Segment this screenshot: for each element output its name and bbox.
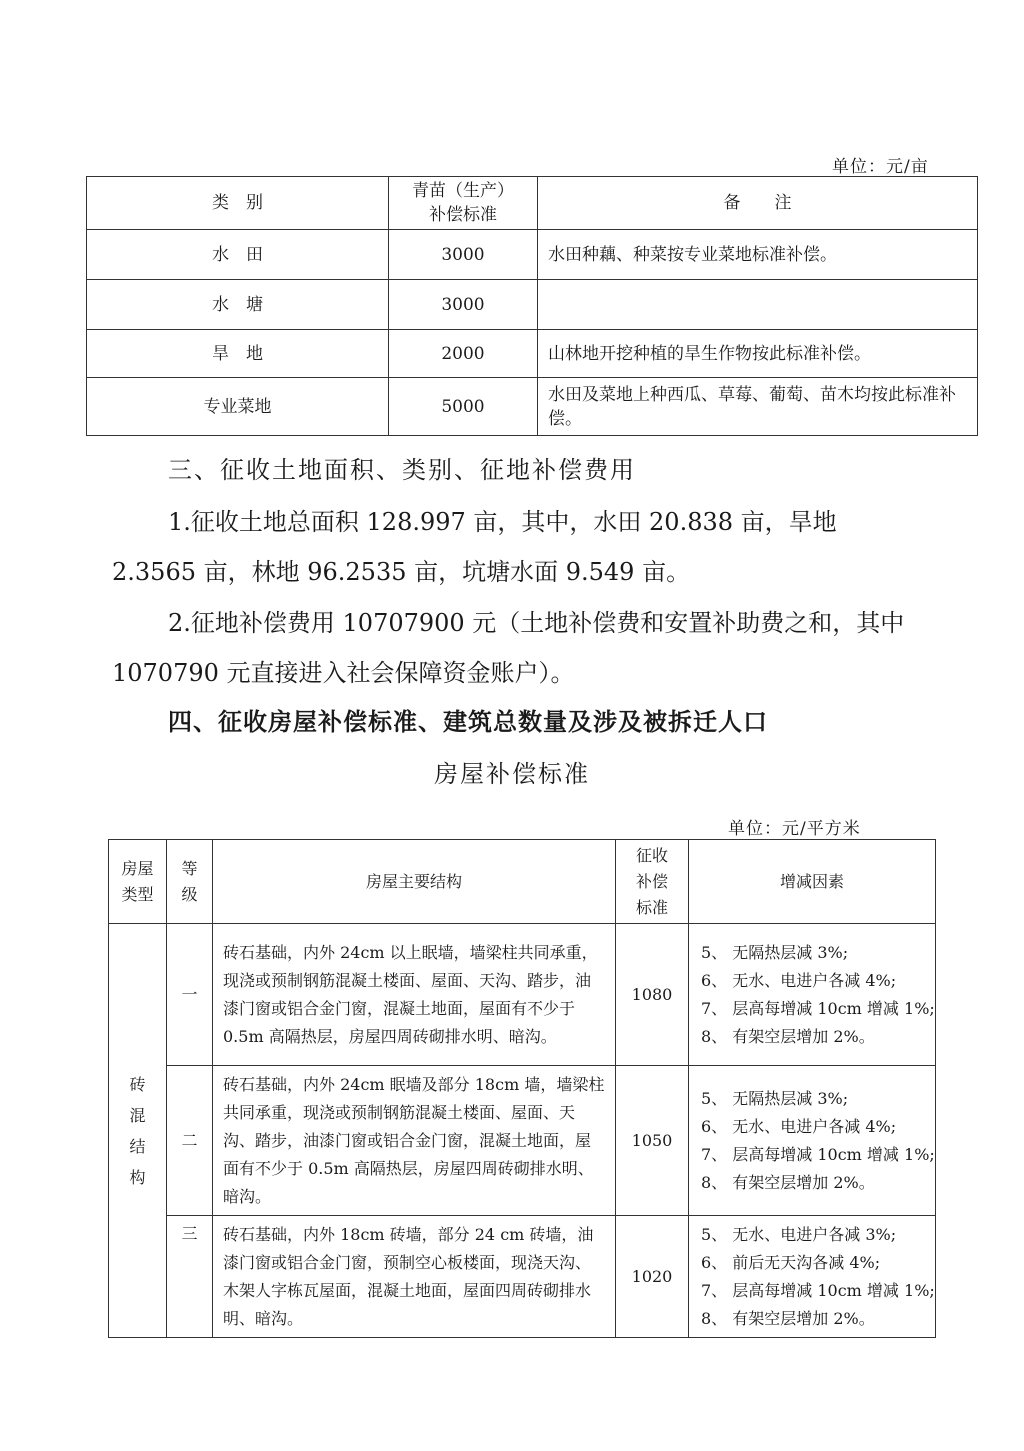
factors-cell: 5、 无隔热层减 3%; 6、 无水、电进户各减 4%; 7、 层高每增减 10cm 增减 1%; 8、 有架空层增加 2%。 bbox=[689, 924, 936, 1066]
row-remark: 水田种藕、种菜按专业菜地标准补偿。 bbox=[538, 230, 978, 280]
section3-paragraph-1: 1.征收土地总面积 128.997 亩，其中，水田 20.838 亩，旱地 2.3565 亩，林地 96.2535 亩，坑塘水面 9.549 亩。 bbox=[112, 508, 837, 586]
section3-heading: 三、征收土地面积、类别、征地补偿费用 bbox=[168, 456, 636, 484]
table-row bbox=[109, 1216, 936, 1338]
factors-cell: 5、 无隔热层减 3%; 6、 无水、电进户各减 4%; 7、 层高每增减 10cm 增减 1%; 8、 有架空层增加 2%。 bbox=[689, 1066, 936, 1216]
table-row bbox=[87, 378, 978, 436]
structure-cell: 砖石基础，内外 18cm 砖墙，部分 24 cm 砖墙，油漆门窗或铝合金门窗，预制空心板楼面，现浇天沟、木架人字栋瓦屋面，混凝土地面，屋面四周砖砌排水明、暗沟。 bbox=[213, 1216, 616, 1338]
row-remark: 山林地开挖种植的旱生作物按此标准补偿。 bbox=[538, 330, 978, 378]
table-row bbox=[87, 330, 978, 378]
seedling-compensation-table bbox=[86, 176, 978, 436]
header-category: 类 别 bbox=[87, 177, 389, 230]
table-row bbox=[87, 230, 978, 280]
standard-cell: 1050 bbox=[616, 1066, 689, 1216]
row-category: 水 塘 bbox=[87, 280, 389, 330]
grade-cell: 一 bbox=[167, 924, 213, 1066]
table-row bbox=[87, 280, 978, 330]
header-remark: 备 注 bbox=[538, 177, 978, 230]
section3-paragraph-2: 2.征地补偿费用 10707900 元（土地补偿费和安置补助费之和，其中 1070790 元直接进入社会保障资金账户）。 bbox=[112, 609, 905, 687]
structure-cell: 砖石基础，内外 24cm 以上眠墙，墙梁柱共同承重，现浇或预制钢筋混凝土楼面、屋面、天沟、踏步，油漆门窗或铝合金门窗，混凝土地面，屋面有不少于 0.5m 高隔热层，房屋四周砖砌排水明、暗沟。 bbox=[213, 924, 616, 1066]
grade-cell: 三 bbox=[167, 1216, 213, 1338]
standard-cell: 1080 bbox=[616, 924, 689, 1066]
standard-cell: 1020 bbox=[616, 1216, 689, 1338]
row-category: 水 田 bbox=[87, 230, 389, 280]
factors-cell: 5、 无水、电进户各减 3%; 6、 前后无天沟各减 4%; 7、 层高每增减 10cm 增减 1%; 8、 有架空层增加 2%。 bbox=[689, 1216, 936, 1338]
table2-unit: 单位：元/平方米 bbox=[728, 819, 861, 839]
header-structure: 房屋主要结构 bbox=[213, 840, 616, 924]
header-house-type: 房屋 类型 bbox=[109, 840, 167, 924]
grade-cell: 二 bbox=[167, 1066, 213, 1216]
section4-heading: 四、征收房屋补偿标准、建筑总数量及涉及被拆迁人口 bbox=[168, 707, 768, 736]
row-remark bbox=[538, 280, 978, 330]
table-row bbox=[109, 1066, 936, 1216]
row-category: 旱 地 bbox=[87, 330, 389, 378]
table1-unit: 单位：元/亩 bbox=[832, 157, 929, 177]
row-standard: 2000 bbox=[389, 330, 538, 378]
header-factors: 增减因素 bbox=[689, 840, 936, 924]
row-category: 专业菜地 bbox=[87, 378, 389, 436]
house-type-cell: 砖 混 结 构 bbox=[109, 924, 167, 1338]
row-standard: 3000 bbox=[389, 230, 538, 280]
row-remark: 水田及菜地上种西瓜、草莓、葡萄、苗木均按此标准补偿。 bbox=[538, 378, 978, 436]
header-standard: 青苗（生产） 补偿标准 bbox=[389, 177, 538, 230]
row-standard: 3000 bbox=[389, 280, 538, 330]
house-compensation-table bbox=[108, 839, 936, 1338]
table-row bbox=[109, 924, 936, 1066]
structure-cell: 砖石基础，内外 24cm 眠墙及部分 18cm 墙，墙梁柱共同承重，现浇或预制钢筋混凝土楼面、屋面、天沟、踏步，油漆门窗或铝合金门窗，混凝土地面，屋面有不少于 0.5m 高隔热层，房屋四周砖砌排水明、暗沟。 bbox=[213, 1066, 616, 1216]
row-standard: 5000 bbox=[389, 378, 538, 436]
table2-title: 房屋补偿标准 bbox=[434, 760, 590, 788]
header-grade: 等 级 bbox=[167, 840, 213, 924]
header-standard: 征收 补偿 标准 bbox=[616, 840, 689, 924]
